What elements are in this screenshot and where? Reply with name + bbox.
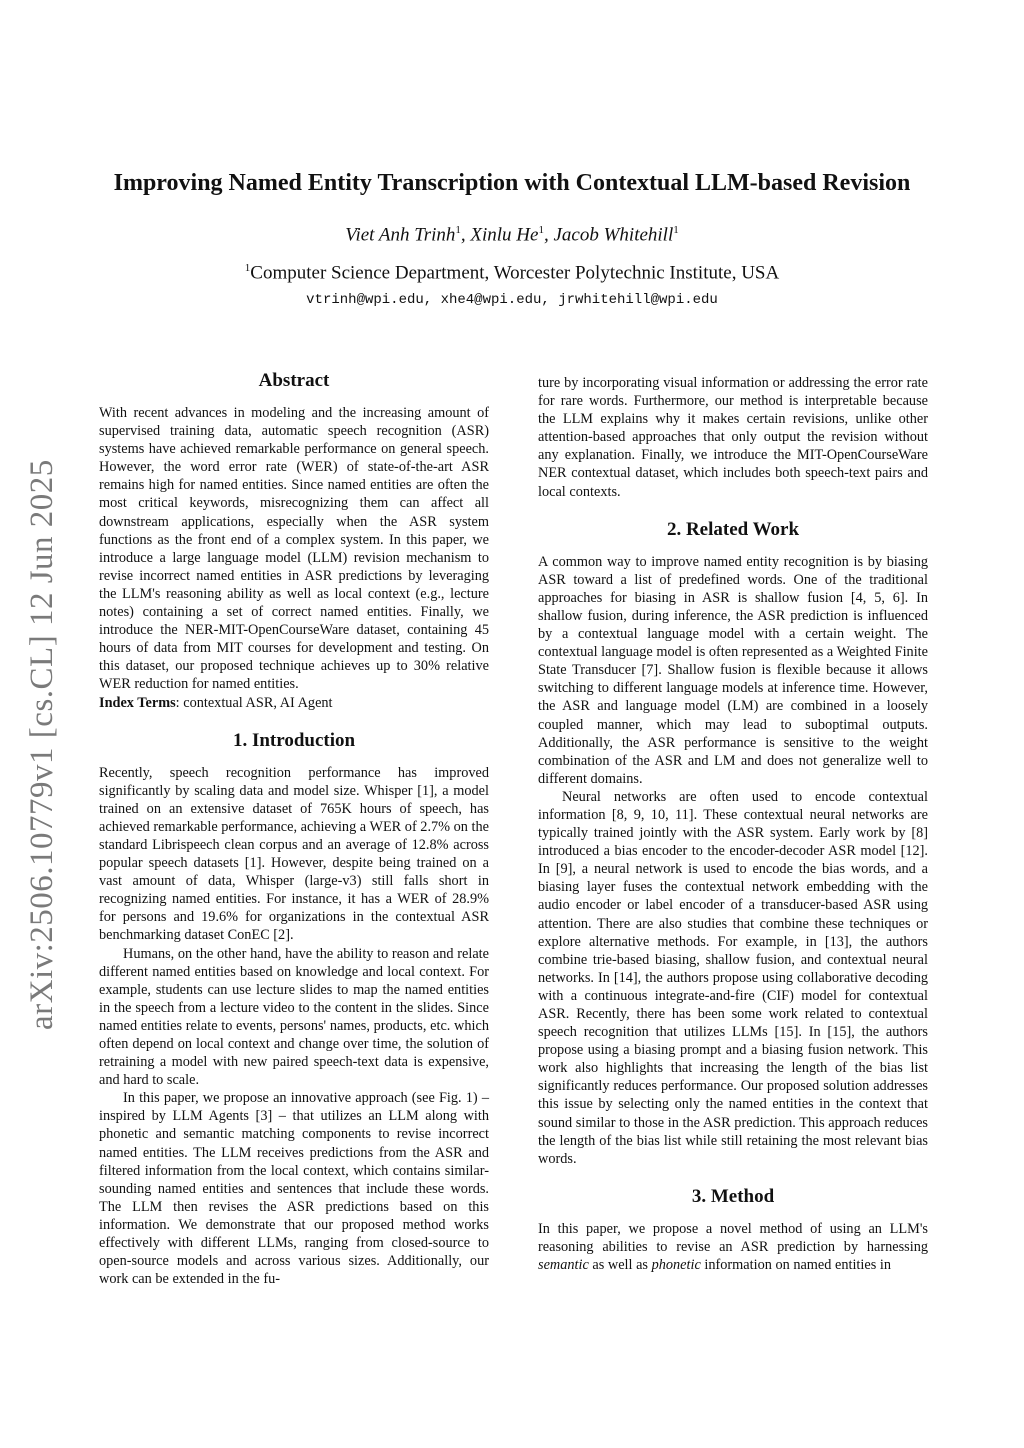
index-terms-value: : contextual ASR, AI Agent (175, 694, 333, 711)
left-column (99, 370, 489, 1288)
related-work-heading: 2. Related Work (666, 518, 800, 540)
paper-title: Improving Named Entity Transcription with Contextual LLM-based Revision (113, 170, 911, 196)
intro-paragraph-3: In this paper, we propose an innovative approach (see Fig. 1) – inspired by LLM Agents [3] – that utilizes an LLM along with phonetic and semantic matching components to revise incorrect named entities. The LLM receives predictions from the ASR and filtered information from the local context, which contains similar-sounding named entities and sentences that include these words. The LLM then revises the ASR predictions based on this information. We demonstrate that our proposed method works effectively with different LLMs, ranging from closed-source to open-source models and across various sizes. Additionally, our work can be extended in the fu- (99, 1090, 489, 1288)
abstract-heading: Abstract (258, 370, 330, 391)
method-emphasis-phonetic: phonetic (651, 1257, 701, 1274)
index-terms-label: Index Terms (99, 694, 176, 711)
affiliation-text: Computer Science Department, Worcester Polytechnic Institute, USA (250, 262, 780, 284)
intro-paragraph-1: Recently, speech recognition performance has improved significantly by scaling data and model size. Whisper [1], a model trained on an extensive dataset of 765K hours of speech, has achieved remarkable performance, achieving a WER of 2.7% on the standard Librispeech clean corpus and an average of 12.8% across popular speech datasets [1]. However, despite being trained on a vast amount of data, Whisper (large-v3) still falls short in recognizing named entities. For instance, it has a WER of 28.9% for persons and 19.6% for organizations in the contextual ASR benchmarking dataset ConEC [2]. (99, 764, 489, 944)
author-emails: vtrinh@wpi.edu, xhe4@wpi.edu, jrwhitehill@wpi.edu (306, 292, 718, 308)
arxiv-side-stamp: arXiv:2506.10779v1 [cs.CL] 12 Jun 2025 (24, 459, 60, 1030)
intro-paragraph-2: Humans, on the other hand, have the ability to reason and relate different named entities based on knowledge and local context. For example, students can use lecture slides to map the named entities in the speech from a lecture video to the content in the slides. Since named entities relate to events, persons' names, products, etc. which often depend on local context and change over time, the solution of retraining a model with new paired speech-text data is expensive, and hard to scale. (99, 945, 489, 1089)
author-list: Viet Anh Trinh$^1$, Xinlu He$^1$, Jacob Whitehill$^1$ (345, 224, 679, 246)
affiliation (60, 262, 964, 284)
method-paragraph-1 (538, 1220, 928, 1274)
right-column (538, 374, 928, 1274)
related-work-paragraph-1: A common way to improve named entity recognition is by biasing ASR toward a list of predefined words. One of the traditional approaches for biasing in ASR is shallow fusion [4, 5, 6]. In shallow fusion, during inference, the ASR prediction is influenced by a contextual language model with a certain weight. The contextual language model is often represented as a Weighted Finite State Transducer [7]. Shallow fusion is flexible because it allows switching to different language models at inference time. However, the ASR and language model (LM) are combined in a loosely coupled manner, which may lead to suboptimal outputs. Additionally, the ASR performance is sensitive to the weight combination of the ASR and LM and does not generalize well to different domains. (538, 553, 928, 787)
method-emphasis-semantic: semantic (538, 1257, 589, 1274)
method-heading: 3. Method (691, 1185, 775, 1207)
method-text: In this paper, we propose a novel method of using an LLM's reasoning abilities to revise an ASR prediction by harnessing (538, 1220, 928, 1255)
index-terms (99, 694, 489, 712)
intro-paragraph-3-continued: ture by incorporating visual information or addressing the error rate for rare words. Furthermore, our method is interpretable because the LLM explains why it makes certain revisions, unlike other attention-based approaches that only output the revision without any explanation. Finally, we introduce the MIT-OpenCourseWare NER contextual dataset, which includes both speech-text pairs and local contexts. (538, 375, 928, 500)
author-affil-mark: 1 (455, 224, 461, 236)
author-affil-mark: 1 (538, 224, 544, 236)
author-affil-mark: 1 (673, 224, 679, 236)
method-text: information on named entities in (700, 1257, 891, 1274)
author-name: Jacob Whitehill (553, 224, 674, 246)
author-name: Viet Anh Trinh (345, 224, 456, 246)
introduction-heading: 1. Introduction (232, 729, 356, 751)
method-text: as well as (588, 1257, 652, 1274)
affiliation-mark: 1 (244, 262, 251, 274)
author-name: Xinlu He (470, 224, 539, 246)
abstract-text: With recent advances in modeling and the increasing amount of supervised training data, automatic speech recognition (ASR) systems have achieved remarkable performance on general speech. However, the word error rate (WER) of state-of-the-art ASR remains high for named entities. Since named entities are often the most critical keywords, misrecognizing them can affect all downstream applications, especially when the ASR system functions as the front end of a complex system. In this paper, we introduce a large language model (LLM) revision mechanism to revise incorrect named entities in ASR predictions by leveraging the LLM's reasoning ability as well as local context (e.g., lecture notes) containing a set of correct named entities. Finally, we introduce the NER-MIT-OpenCourseWare dataset, containing 45 hours of data from MIT courses for development and testing. On this dataset, our proposed technique achieves up to 30% relative WER reduction for named entities. (99, 405, 489, 693)
related-work-paragraph-2: Neural networks are often used to encode contextual information [8, 9, 10, 11]. These contextual neural networks are typically trained jointly with the ASR system. Early work by [8] introduced a bias encoder to the encoder-decoder ASR model [12]. In [9], a neural network is used to encode the bias words, and a biasing layer fuses the contextual network embedding with the audio encoder or label encoder of a transducer-based ASR using attention. There are also studies that combine these techniques or explore alternative methods. For example, in [13], the authors combine trie-based biasing, shallow fusion, and contextual neural networks. In [14], the authors propose using collaborative decoding with a continuous integrate-and-fire (CIF) model for contextual ASR. Recently, there has been some work related to contextual speech recognition that utilizes LLMs [15]. In [15], the authors propose using a biasing prompt and a biasing fusion network. This work also highlights that increasing the length of the bias list significantly reduces performance. Our proposed solution addresses this issue by selecting only the named entities in the context that sound similar to those in the ASR prediction. This approach reduces the length of the bias list while still retaining the most relevant bias words. (538, 788, 928, 1167)
